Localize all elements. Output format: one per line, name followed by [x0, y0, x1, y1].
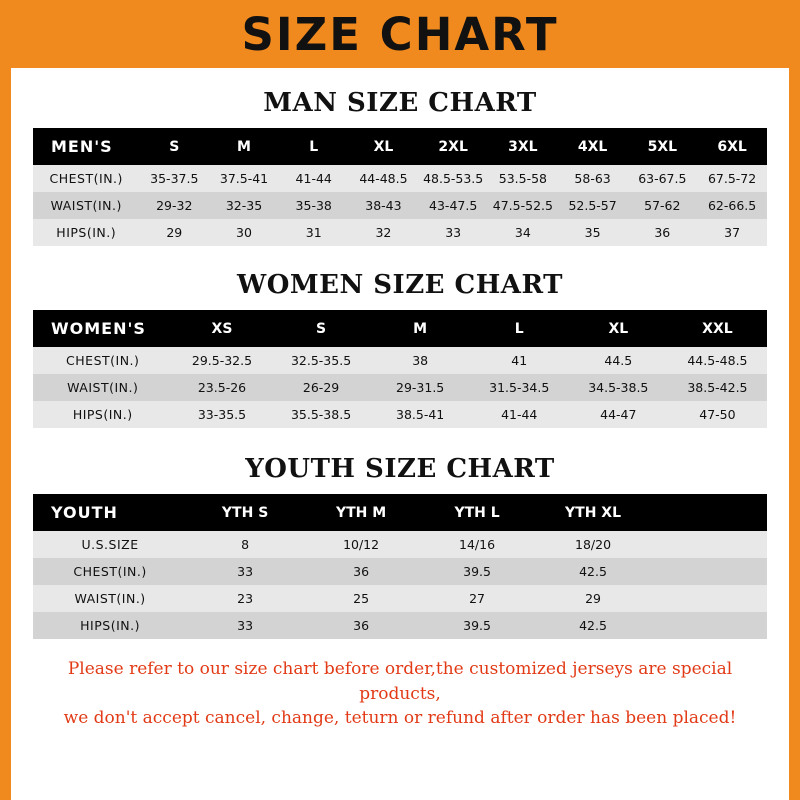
table-cell-spacer [651, 612, 767, 639]
table-cell: 31.5-34.5 [470, 374, 569, 401]
table-row [33, 401, 767, 428]
table-cell: 47-50 [668, 401, 767, 428]
table-cell: 52.5-57 [558, 192, 628, 219]
table-cell: 36 [627, 219, 697, 246]
table-cell: 23.5-26 [172, 374, 271, 401]
table-cell: 33 [418, 219, 488, 246]
table-cell: 32 [349, 219, 419, 246]
table-cell: 29-32 [139, 192, 209, 219]
table-cell-spacer [651, 585, 767, 612]
men-section-title: MAN SIZE CHART [263, 88, 537, 118]
women-col-xs: XS [172, 310, 271, 347]
table-header-row [33, 128, 767, 165]
content [11, 88, 789, 731]
table-cell: 33-35.5 [172, 401, 271, 428]
table-cell: 29 [139, 219, 209, 246]
table-cell: 35.5-38.5 [272, 401, 371, 428]
men-row-label-hips: HIPS(IN.) [33, 219, 139, 246]
men-row-label-chest: CHEST(IN.) [33, 165, 139, 192]
table-cell: 37.5-41 [209, 165, 279, 192]
table-cell: 36 [303, 558, 419, 585]
table-row [33, 347, 767, 374]
table-cell: 32.5-35.5 [272, 347, 371, 374]
table-cell: 44.5 [569, 347, 668, 374]
youth-row-label-ussize: U.S.SIZE [33, 531, 187, 558]
table-cell: 38.5-42.5 [668, 374, 767, 401]
youth-col-s: YTH S [187, 494, 303, 531]
men-col-xl: XL [349, 128, 419, 165]
table-cell: 62-66.5 [697, 192, 767, 219]
youth-table-header [33, 494, 767, 531]
table-row [33, 374, 767, 401]
table-cell: 44-48.5 [349, 165, 419, 192]
youth-col-l: YTH L [419, 494, 535, 531]
table-cell-spacer [651, 531, 767, 558]
banner [0, 0, 800, 68]
women-col-xl: XL [569, 310, 668, 347]
table-cell: 39.5 [419, 612, 535, 639]
table-cell: 8 [187, 531, 303, 558]
men-row-label-waist: WAIST(IN.) [33, 192, 139, 219]
footer-note-line2: we don't accept cancel, change, teturn or refund after order has been placed! [63, 708, 737, 729]
table-cell: 35 [558, 219, 628, 246]
men-table-header [33, 128, 767, 165]
women-size-table [33, 310, 767, 428]
table-cell: 39.5 [419, 558, 535, 585]
table-cell: 23 [187, 585, 303, 612]
table-cell: 67.5-72 [697, 165, 767, 192]
youth-col-xl: YTH XL [535, 494, 651, 531]
women-row-label-chest: CHEST(IN.) [33, 347, 172, 374]
table-cell: 14/16 [419, 531, 535, 558]
men-col-l: L [279, 128, 349, 165]
youth-row-label-hips: HIPS(IN.) [33, 612, 187, 639]
table-cell: 33 [187, 558, 303, 585]
women-col-l: L [470, 310, 569, 347]
youth-col-m: YTH M [303, 494, 419, 531]
table-cell-spacer [651, 558, 767, 585]
table-header-row [33, 310, 767, 347]
men-col-3xl: 3XL [488, 128, 558, 165]
table-cell: 47.5-52.5 [488, 192, 558, 219]
table-cell: 58-63 [558, 165, 628, 192]
table-cell: 44.5-48.5 [668, 347, 767, 374]
table-cell: 43-47.5 [418, 192, 488, 219]
women-table-corner: WOMEN'S [33, 310, 172, 347]
table-cell: 25 [303, 585, 419, 612]
table-cell: 35-37.5 [139, 165, 209, 192]
table-row [33, 192, 767, 219]
men-col-2xl: 2XL [418, 128, 488, 165]
youth-table-body [33, 531, 767, 639]
women-col-s: S [272, 310, 371, 347]
table-cell: 53.5-58 [488, 165, 558, 192]
youth-table-corner: YOUTH [33, 494, 187, 531]
women-col-m: M [371, 310, 470, 347]
men-table-body [33, 165, 767, 246]
table-row [33, 219, 767, 246]
banner-title: SIZE CHART [241, 7, 559, 61]
table-cell: 26-29 [272, 374, 371, 401]
table-cell: 10/12 [303, 531, 419, 558]
table-cell: 29.5-32.5 [172, 347, 271, 374]
women-col-xxl: XXL [668, 310, 767, 347]
table-row [33, 531, 767, 558]
table-row [33, 612, 767, 639]
women-section-title: WOMEN SIZE CHART [237, 270, 563, 300]
youth-row-label-chest: CHEST(IN.) [33, 558, 187, 585]
table-cell: 18/20 [535, 531, 651, 558]
table-cell: 42.5 [535, 612, 651, 639]
men-col-m: M [209, 128, 279, 165]
table-cell: 35-38 [279, 192, 349, 219]
footer-note-line1: Please refer to our size chart before order,the customized jerseys are special products, [67, 659, 733, 704]
table-cell: 29-31.5 [371, 374, 470, 401]
table-cell: 57-62 [627, 192, 697, 219]
table-cell: 36 [303, 612, 419, 639]
women-row-label-waist: WAIST(IN.) [33, 374, 172, 401]
men-col-4xl: 4XL [558, 128, 628, 165]
men-col-6xl: 6XL [697, 128, 767, 165]
table-cell: 38 [371, 347, 470, 374]
men-table-corner: MEN'S [33, 128, 139, 165]
table-header-row [33, 494, 767, 531]
table-cell: 37 [697, 219, 767, 246]
women-table-header [33, 310, 767, 347]
table-cell: 31 [279, 219, 349, 246]
table-cell: 42.5 [535, 558, 651, 585]
youth-size-table [33, 494, 767, 639]
table-cell: 63-67.5 [627, 165, 697, 192]
table-cell: 27 [419, 585, 535, 612]
youth-section-title: YOUTH SIZE CHART [245, 454, 555, 484]
men-size-table [33, 128, 767, 246]
table-cell: 48.5-53.5 [418, 165, 488, 192]
women-row-label-hips: HIPS(IN.) [33, 401, 172, 428]
table-cell: 41-44 [279, 165, 349, 192]
table-cell: 34.5-38.5 [569, 374, 668, 401]
men-col-s: S [139, 128, 209, 165]
table-cell: 32-35 [209, 192, 279, 219]
table-cell: 44-47 [569, 401, 668, 428]
table-cell: 29 [535, 585, 651, 612]
table-row [33, 165, 767, 192]
table-cell: 38-43 [349, 192, 419, 219]
table-cell: 41 [470, 347, 569, 374]
table-row [33, 585, 767, 612]
table-cell: 38.5-41 [371, 401, 470, 428]
youth-row-label-waist: WAIST(IN.) [33, 585, 187, 612]
table-cell: 33 [187, 612, 303, 639]
table-row [33, 558, 767, 585]
youth-col-spacer [651, 494, 767, 531]
table-cell: 30 [209, 219, 279, 246]
footer-note [33, 657, 767, 731]
men-col-5xl: 5XL [627, 128, 697, 165]
table-cell: 41-44 [470, 401, 569, 428]
table-cell: 34 [488, 219, 558, 246]
women-table-body [33, 347, 767, 428]
